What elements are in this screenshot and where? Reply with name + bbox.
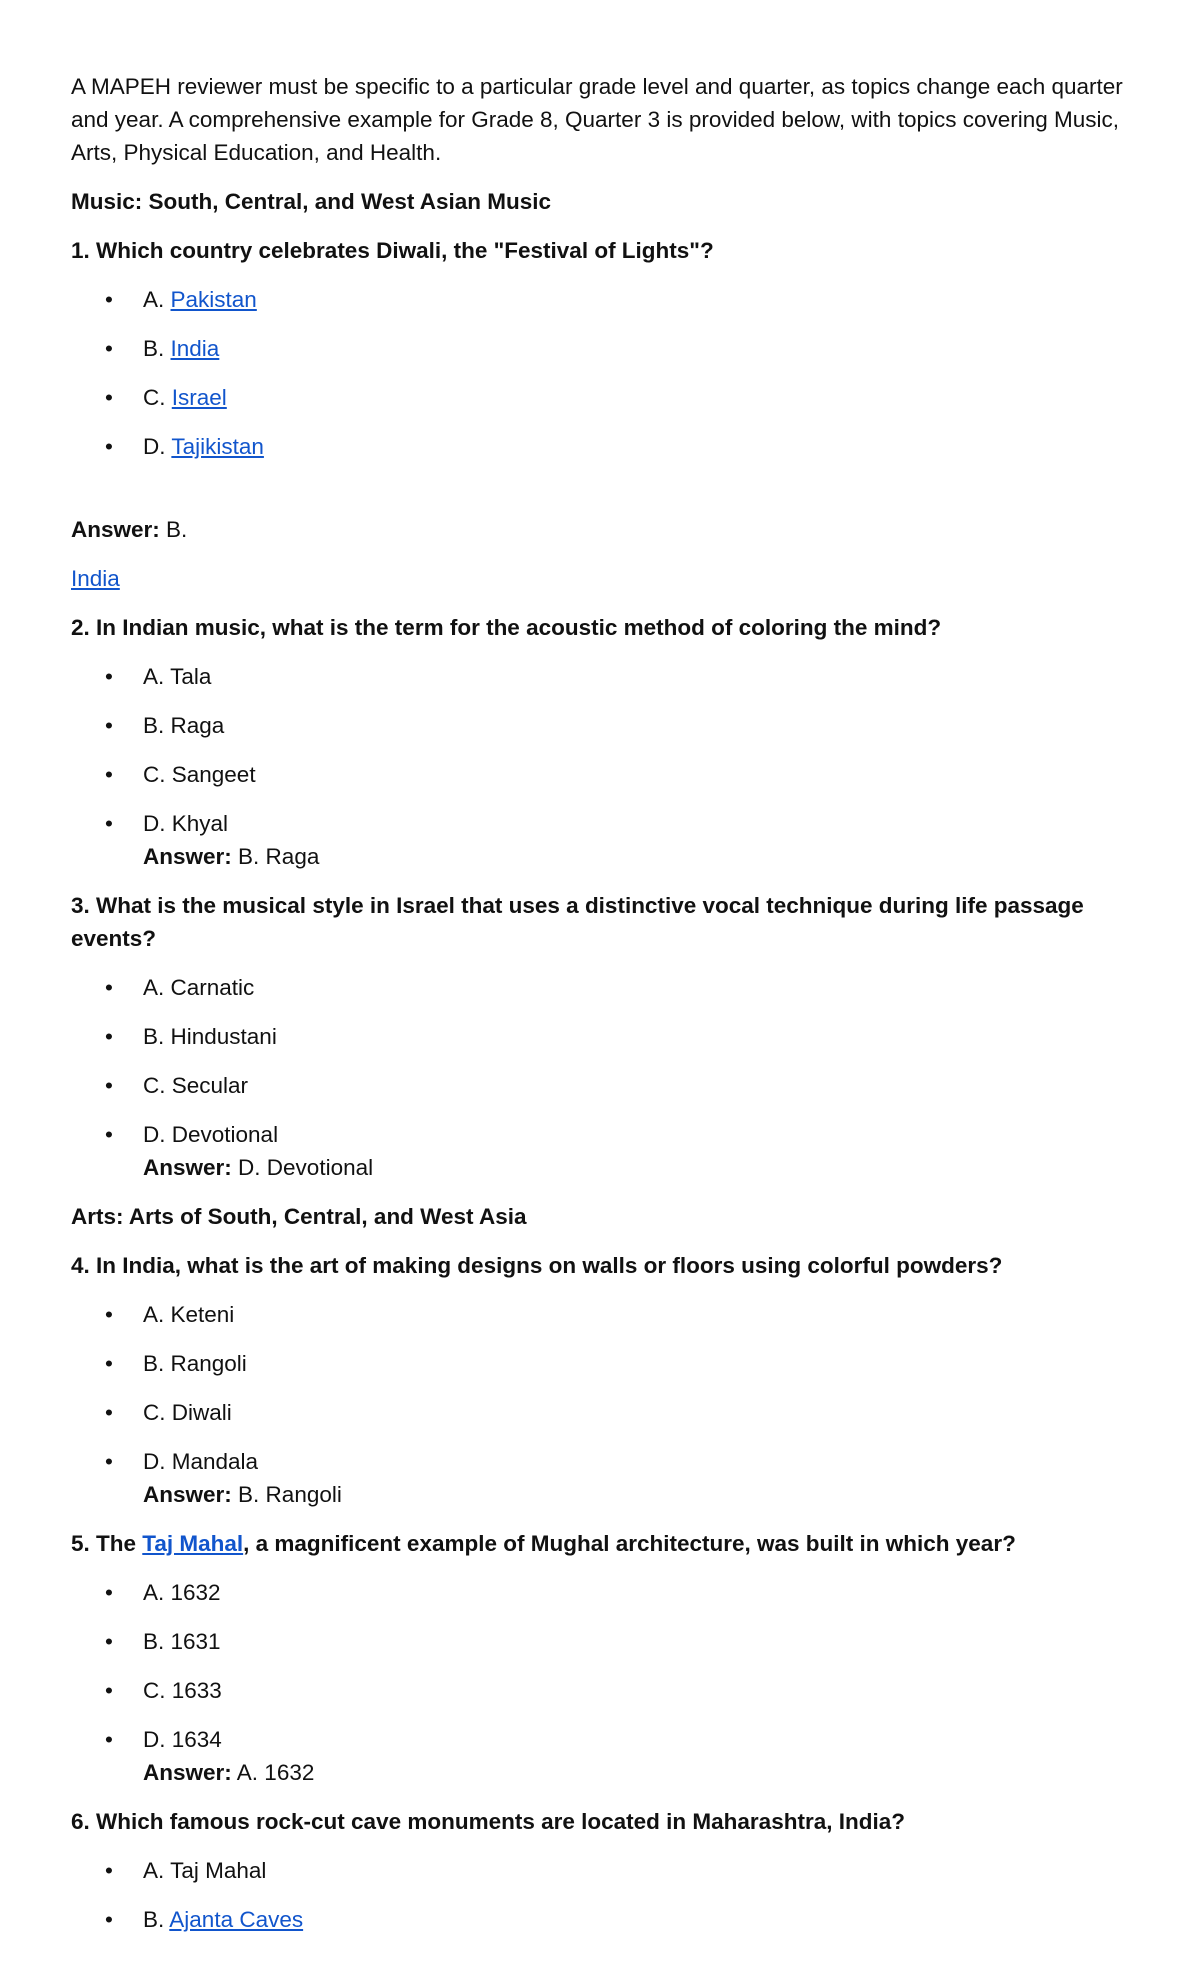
question-2-answer [143,840,1141,873]
section-heading-arts: Arts: Arts of South, Central, and West Asia [71,1204,527,1229]
bullet-icon: • [105,1449,113,1474]
option-link-ajanta-caves[interactable]: Ajanta Caves [169,1907,304,1932]
option-text: D. Mandala [143,1449,259,1474]
option-item [71,1903,1141,1936]
section-heading-music: Music: South, Central, and West Asian Music [71,189,552,214]
question-2-options [71,660,1141,873]
bullet-icon: • [105,385,113,410]
option-item [71,332,1141,365]
answer-link-india[interactable]: India [71,566,120,591]
question-5-options [71,1576,1141,1789]
option-item [71,807,1141,873]
option-text: C. 1633 [143,1678,222,1703]
bullet-icon: • [105,975,113,1000]
option-link-tajikistan[interactable]: Tajikistan [171,434,264,459]
question-5 [71,1527,1141,1560]
option-text: B. 1631 [143,1629,221,1654]
question-2: 2. In Indian music, what is the term for the acoustic method of coloring the mind? [71,615,942,640]
option-item [71,1854,1141,1887]
answer-value: B. [166,517,188,542]
option-item [71,1576,1141,1609]
spacer [71,479,1141,513]
answer-label: Answer: [143,844,232,869]
option-prefix: D. [143,434,172,459]
bullet-icon: • [105,1580,113,1605]
bullet-icon: • [105,1351,113,1376]
bullet-icon: • [105,1907,113,1932]
intro-paragraph: A MAPEH reviewer must be specific to a particular grade level and quarter, as topics change each quarter and year. A comprehensive example for Grade 8, Quarter 3 is provided below, with topics covering Music, Arts, Physical Education, and Health. [71,74,1123,165]
option-link-pakistan[interactable]: Pakistan [170,287,257,312]
option-text: B. Hindustani [143,1024,277,1049]
question-4: 4. In India, what is the art of making designs on walls or floors using colorful powders? [71,1253,1003,1278]
option-item [71,283,1141,316]
taj-mahal-link[interactable]: Taj Mahal [142,1531,244,1556]
question-5-text-after: , a magnificent example of Mughal architecture, was built in which year? [243,1531,1016,1556]
bullet-icon: • [105,762,113,787]
bullet-icon: • [105,811,113,836]
question-6: 6. Which famous rock-cut cave monuments are located in Maharashtra, India? [71,1809,905,1834]
bullet-icon: • [105,336,113,361]
bullet-icon: • [105,1302,113,1327]
question-1: 1. Which country celebrates Diwali, the "Festival of Lights"? [71,238,714,263]
option-item [71,1298,1141,1331]
bullet-icon: • [105,1073,113,1098]
option-item [71,1396,1141,1429]
option-text: A. 1632 [143,1580,221,1605]
question-6-options [71,1854,1141,1936]
answer-value: B. Rangoli [238,1482,342,1507]
option-item [71,1625,1141,1658]
option-item [71,381,1141,414]
question-3-options [71,971,1141,1184]
option-item [71,709,1141,742]
option-text: D. Khyal [143,811,229,836]
question-5-text-before: 5. The [71,1531,143,1556]
question-3: 3. What is the musical style in Israel that uses a distinctive vocal technique during life passage events? [71,893,1084,951]
option-prefix: A. [143,287,171,312]
option-item [71,1723,1141,1789]
bullet-icon: • [105,1629,113,1654]
option-item [71,1020,1141,1053]
bullet-icon: • [105,1400,113,1425]
option-text: B. Raga [143,713,225,738]
bullet-icon: • [105,287,113,312]
option-text: A. Taj Mahal [143,1858,267,1883]
option-item [71,758,1141,791]
option-item [71,971,1141,1004]
bullet-icon: • [105,1727,113,1752]
option-item [71,1347,1141,1380]
answer-value: A. 1632 [236,1760,315,1785]
option-text: D. 1634 [143,1727,222,1752]
option-item [71,660,1141,693]
option-text: A. Tala [143,664,212,689]
option-text: B. Rangoli [143,1351,247,1376]
document-body [71,70,1141,1952]
option-item [71,430,1141,463]
answer-label: Answer: [143,1155,232,1180]
option-item [71,1674,1141,1707]
answer-label: Answer: [143,1482,232,1507]
option-item [71,1118,1141,1184]
option-text: C. Sangeet [143,762,256,787]
option-text: C. Secular [143,1073,249,1098]
answer-value: D. Devotional [238,1155,374,1180]
option-prefix: B. [143,336,171,361]
question-3-answer [143,1151,1141,1184]
option-link-israel[interactable]: Israel [171,385,227,410]
bullet-icon: • [105,1858,113,1883]
bullet-icon: • [105,713,113,738]
option-text: D. Devotional [143,1122,279,1147]
bullet-icon: • [105,664,113,689]
bullet-icon: • [105,434,113,459]
option-prefix: C. [143,385,172,410]
option-text: A. Keteni [143,1302,235,1327]
question-1-answer [71,513,1141,546]
option-link-india[interactable]: India [170,336,220,361]
question-4-answer [143,1478,1141,1511]
question-5-answer [143,1756,1141,1789]
answer-label: Answer: [143,1760,232,1785]
question-1-options [71,283,1141,463]
option-text: C. Diwali [143,1400,232,1425]
bullet-icon: • [105,1122,113,1147]
option-item [71,1069,1141,1102]
option-item [71,1445,1141,1511]
option-text: A. Carnatic [143,975,255,1000]
answer-label: Answer: [71,517,160,542]
bullet-icon: • [105,1678,113,1703]
bullet-icon: • [105,1024,113,1049]
question-1-answer-link-line [71,562,1141,595]
option-prefix: B. [143,1907,170,1932]
question-4-options [71,1298,1141,1511]
answer-value: B. Raga [238,844,320,869]
